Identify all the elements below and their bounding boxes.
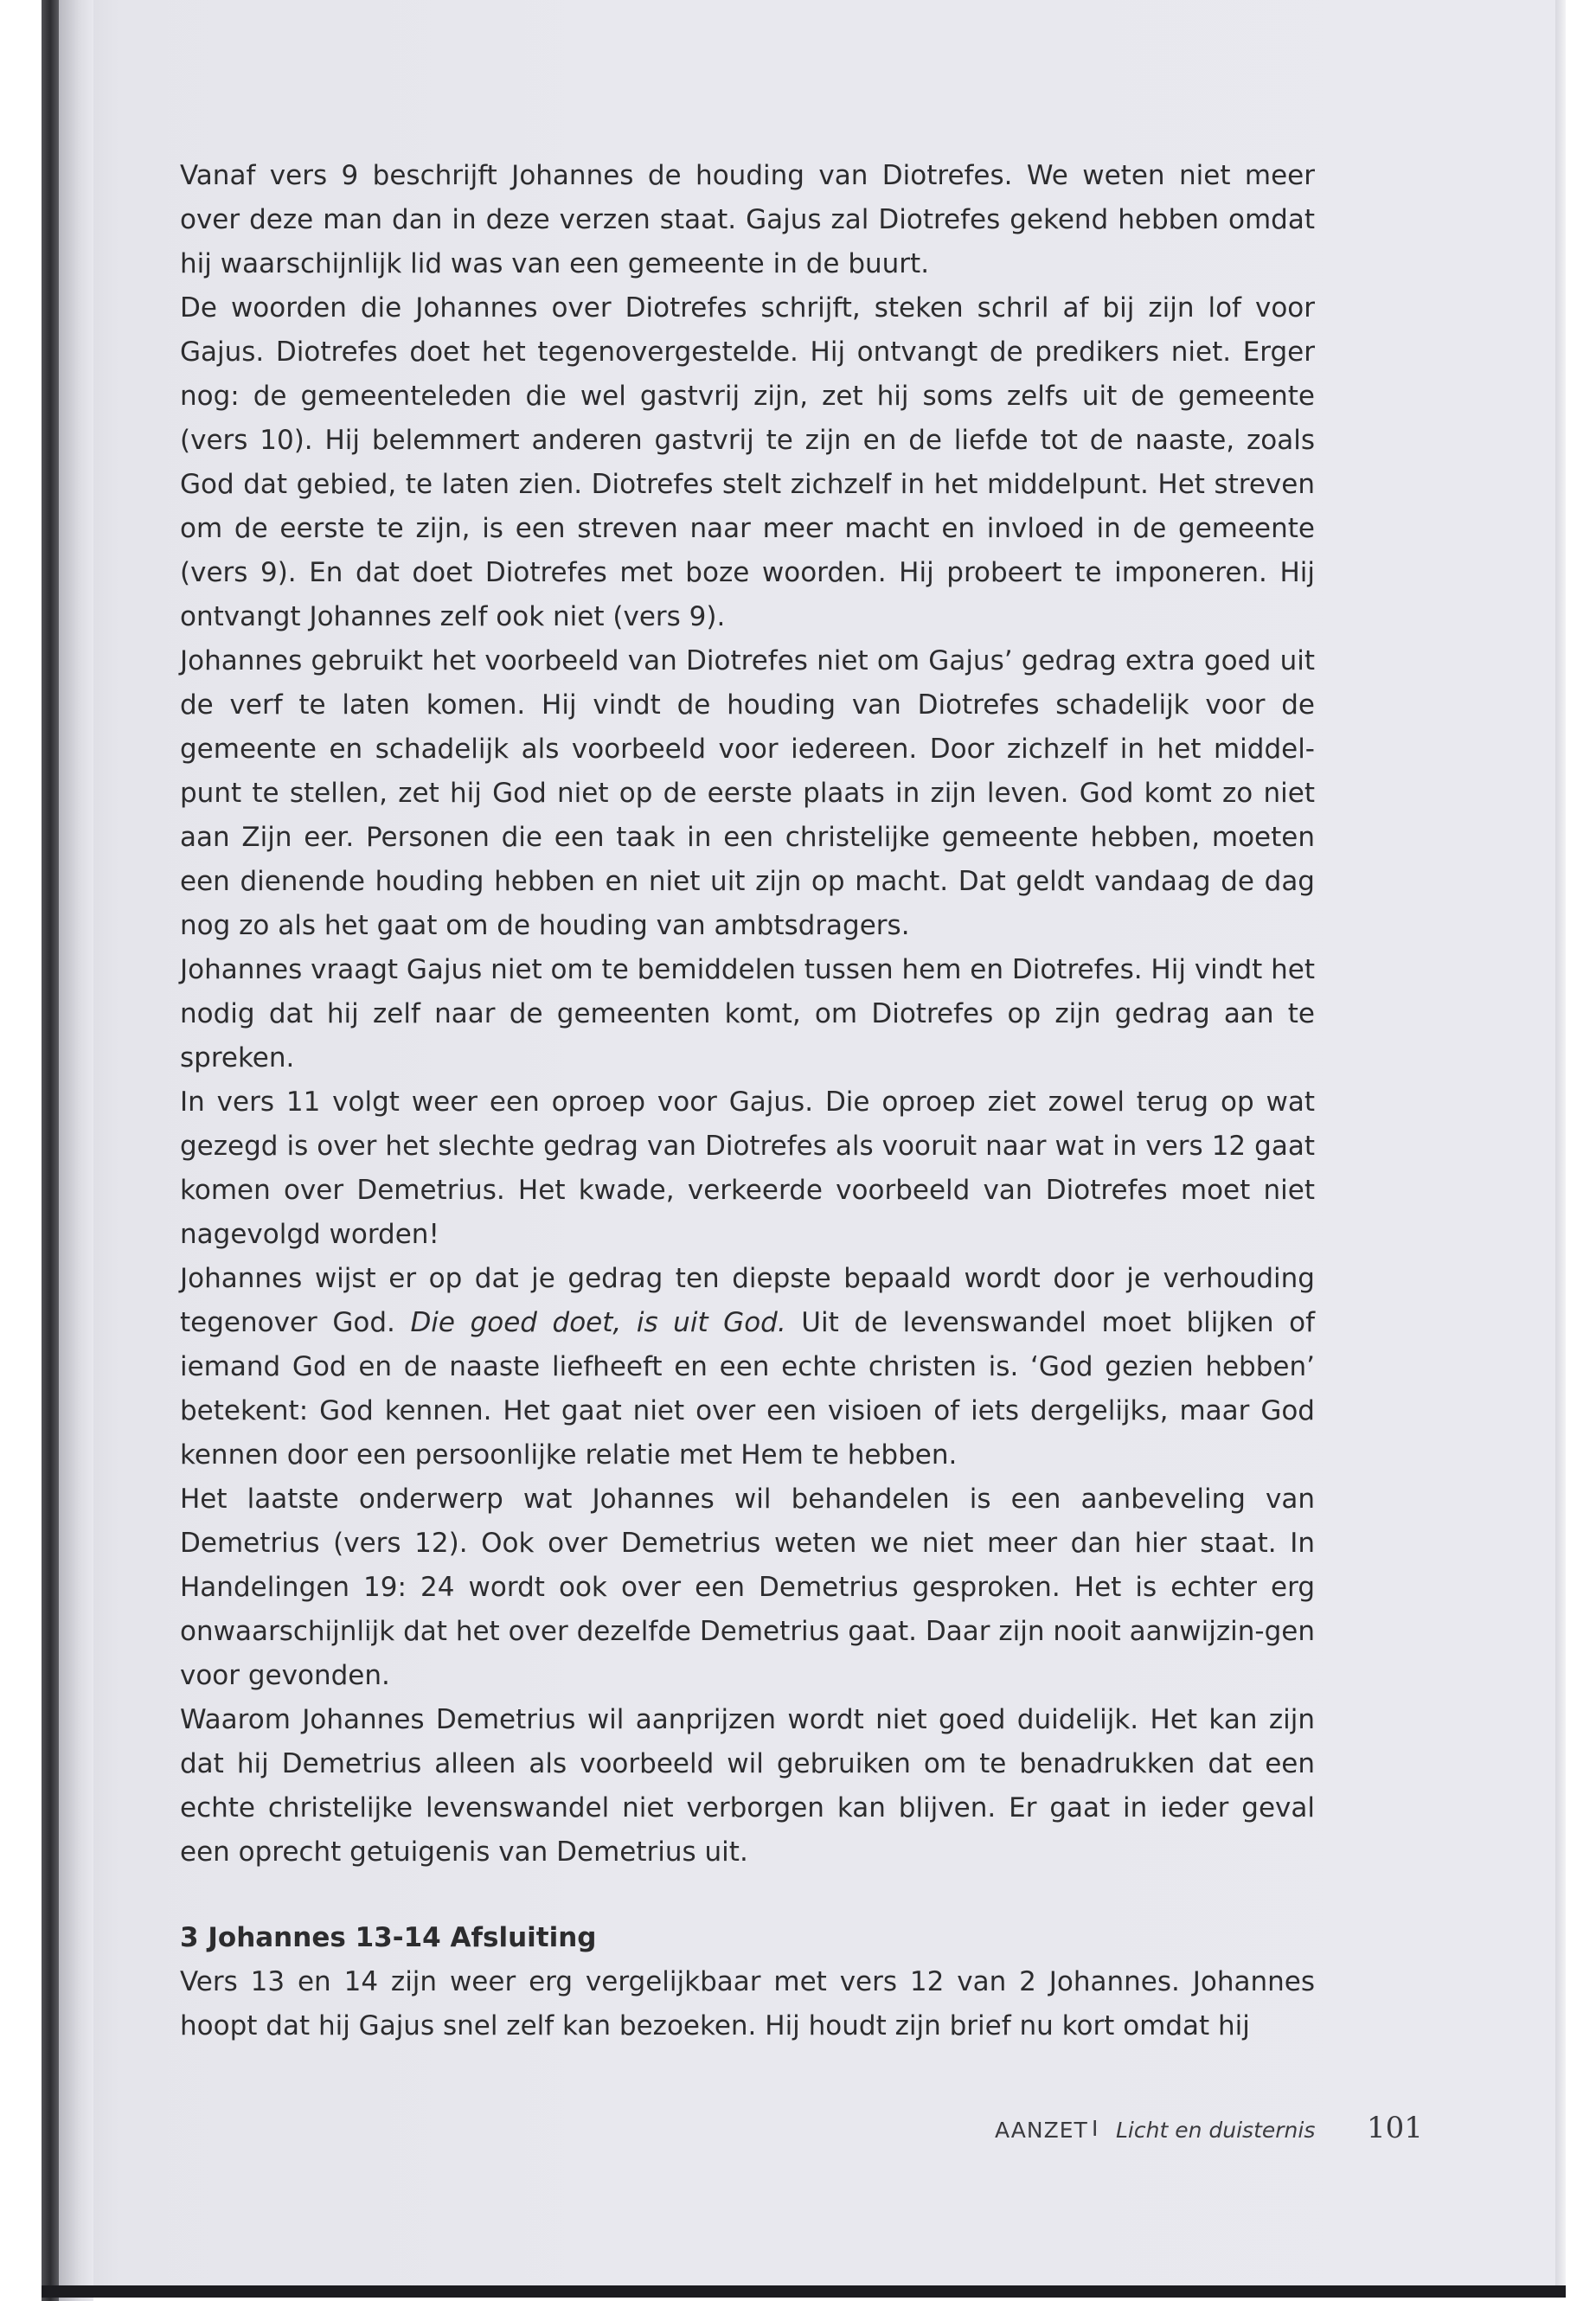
paragraph-demetrius: Het laatste onderwerp wat Johannes wil behandelen is een aanbeveling van Demetrius (vers 12). Ook over Demetrius weten we niet meer dan hier staat. In Handelingen 19: 24 wordt ook over een Demetrius gesproken. Het is echter erg onwaarschijnlijk dat het over dezelfde Demetrius gaat. Daar zijn nooit aanwijzin-gen voor gevonden.	[180, 1484, 1315, 1691]
page-right-edge	[1555, 0, 1566, 2285]
footer-book-title: Licht en duisternis	[1116, 2118, 1316, 2143]
paragraph-closing: Vers 13 en 14 zijn weer erg vergelijkbaar met vers 12 van 2 Johannes. Johannes hoopt dat hij Gajus snel zelf kan bezoeken. Hij houdt zijn brief nu kort omdat hij	[180, 1966, 1315, 2041]
page-footer	[995, 2111, 1427, 2154]
binding-edge	[42, 0, 59, 2301]
paragraph-diotrefes-words: De woorden die Johannes over Diotrefes schrijft, steken schril af bij zijn lof voor Gajus. Diotrefes doet het tegenovergestelde. Hij ontvangt de predikers niet. Erger nog: de gemeenteleden die wel gastvrij zijn, zet hij soms zelfs uit de gemeente (vers 10). Hij belemmert anderen gastvrij te zijn en de liefde tot de naaste, zoals God dat gebied, te laten zien. Diotrefes stelt zichzelf in het middelpunt. Het streven om de eerste te zijn, is een streven naar meer macht en invloed in de gemeente (vers 9). En dat doet Diotrefes met boze woorden. Hij probeert te imponeren. Hij ontvangt Johannes zelf ook niet (vers 9).	[180, 292, 1315, 632]
paragraph-example: Johannes gebruikt het voorbeeld van Diotrefes niet om Gajus’ gedrag extra goed uit de verf te laten komen. Hij vindt de houding van Diotrefes schadelijk voor de gemeente en schadelijk als voorbeeld voor iedereen. Door zichzelf in het middel-punt te stellen, zet hij God niet op de eerste plaats in zijn leven. God komt zo niet aan Zijn eer. Personen die een taak in een christelijke gemeente hebben, moeten een dienende houding hebben en niet uit zijn op macht. Dat geldt vandaag de dag nog zo als het gaat om de houding van ambtsdragers.	[180, 645, 1315, 941]
paragraph-behaviour-start: Johannes wijst er op dat je gedrag ten diepste bepaald wordt door je verhouding tegenover God.	[180, 1263, 1315, 1338]
body-text	[180, 154, 1315, 2048]
paragraph-demetrius-praise: Waarom Johannes Demetrius wil aanprijzen wordt niet goed duidelijk. Het kan zijn dat hij Demetrius alleen als voorbeeld wil gebruiken om te benadrukken dat een echte christelijke levenswandel niet verborgen kan blijven. Er gaat in ieder geval een oprecht getuigenis van Demetrius uit.	[180, 1704, 1315, 1868]
quote-italic: Die goed doet, is uit God.	[410, 1307, 786, 1338]
footer-separator: I	[1092, 2116, 1099, 2141]
footer-series-label: AANZET	[995, 2118, 1088, 2143]
paragraph-mediation: Johannes vraagt Gajus niet om te bemiddelen tussen hem en Diotrefes. Hij vindt het nodig dat hij zelf naar de gemeenten komt, om Diotrefes op zijn gedrag aan te spreken.	[180, 954, 1315, 1074]
paragraph-verse-11: In vers 11 volgt weer een oproep voor Gajus. Die oproep ziet zowel terug op wat gezegd is over het slechte gedrag van Diotrefes als vooruit naar wat in vers 12 gaat komen over Demetrius. Het kwade, verkeerde voorbeeld van Diotrefes moet niet nagevolgd worden!	[180, 1086, 1315, 1250]
binding-shadow	[59, 0, 93, 2301]
page-bottom-edge	[42, 2285, 1566, 2298]
paragraph-behaviour-end: Uit de levenswandel moet blijken of iemand God en de naaste liefheeft en een echte christen is. ‘God gezien hebben’ betekent: God kennen. Het gaat niet over een visioen of iets dergelijks, maar God kennen door een persoonlijke relatie met Hem te hebben.	[180, 1307, 1315, 1471]
page-number: 101	[1367, 2111, 1423, 2145]
paragraph-behaviour	[180, 1257, 1315, 1477]
paragraph-diotrefes-intro: Vanaf vers 9 beschrijft Johannes de houding van Diotrefes. We weten niet meer over deze man dan in deze verzen staat. Gajus zal Diotrefes gekend hebben omdat hij waarschijnlijk lid was van een gemeente in de buurt.	[180, 160, 1315, 279]
section-heading: 3 Johannes 13-14 Afsluiting	[180, 1922, 597, 1953]
